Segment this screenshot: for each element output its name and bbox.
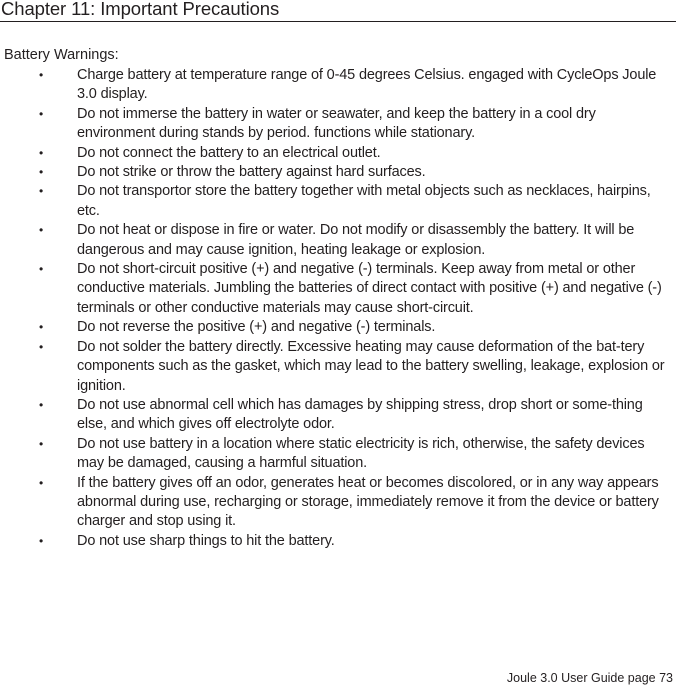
warning-text: Do not strike or throw the battery against hard surfaces. xyxy=(77,164,426,181)
bullet-icon: • xyxy=(39,165,44,180)
warning-item xyxy=(4,163,672,182)
warning-text: Do not solder the battery directly. Excessive heating may cause deformation of the bat-tery components such as the gasket, which may lead to the battery swelling, leakage, explosion or ignition. xyxy=(77,338,665,394)
warning-item xyxy=(4,532,672,551)
warning-text: Do not use sharp things to hit the battery. xyxy=(77,532,335,549)
bullet-icon: • xyxy=(39,223,44,238)
bullet-icon: • xyxy=(39,320,44,335)
bullet-icon: • xyxy=(39,184,44,199)
warning-item xyxy=(4,474,672,532)
warning-item xyxy=(4,435,672,474)
bullet-icon: • xyxy=(39,533,44,548)
warning-item xyxy=(4,144,672,163)
bullet-icon: • xyxy=(39,397,44,412)
warning-text: Do not short-circuit positive (+) and negative (-) terminals. Keep away from metal or other conductive materials. Jumbling the batteries of direct contact with positive (+) and negative (-) terminals or other conductive materials may cause short-circuit. xyxy=(77,261,662,316)
battery-warnings-section xyxy=(4,46,672,551)
bullet-icon: • xyxy=(39,145,44,160)
bullet-icon: • xyxy=(39,339,44,354)
warning-text: Charge battery at temperature range of 0-45 degrees Celsius. engaged with CycleOps Joule 3.0 display. xyxy=(77,67,657,103)
warning-item xyxy=(4,66,672,105)
bullet-icon: • xyxy=(39,106,44,121)
bullet-icon: • xyxy=(39,475,44,490)
warning-item xyxy=(4,318,672,337)
warning-text: If the battery gives off an odor, generates heat or becomes discolored, or in any way appears abnormal during use, recharging or storage, immediately remove it from the device or battery charger and stop using it. xyxy=(77,474,659,530)
warning-text: Do not reverse the positive (+) and negative (-) terminals. xyxy=(77,319,436,336)
warning-item xyxy=(4,338,672,396)
warning-item xyxy=(4,396,672,435)
warning-item xyxy=(4,221,672,260)
bullet-icon: • xyxy=(39,436,44,451)
warning-item xyxy=(4,260,672,318)
bullet-icon: • xyxy=(39,262,44,277)
warning-text: Do not immerse the battery in water or seawater, and keep the battery in a cool dry environment during stands by period. functions while stationary. xyxy=(77,105,596,142)
warning-item xyxy=(4,182,672,221)
warning-text: Do not use battery in a location where static electricity is rich, otherwise, the safety devices may be damaged, causing a harmful situation. xyxy=(77,435,645,472)
warnings-list xyxy=(4,66,672,551)
title-divider xyxy=(0,21,676,22)
warning-text: Do not heat or dispose in fire or water. Do not modify or disassembly the battery. It will be dangerous and may cause ignition, heating leakage or explosion. xyxy=(77,222,635,258)
chapter-title: Chapter 11: Important Precautions xyxy=(1,0,280,19)
bullet-icon: • xyxy=(39,68,44,82)
warning-item xyxy=(4,105,672,144)
section-heading: Battery Warnings: xyxy=(4,47,119,63)
page-footer: Joule 3.0 User Guide page 73 xyxy=(506,671,673,685)
warning-text: Do not connect the battery to an electrical outlet. xyxy=(77,144,381,161)
warning-text: Do not transportor store the battery together with metal objects such as necklaces, hairpins, etc. xyxy=(77,183,651,219)
warning-text: Do not use abnormal cell which has damages by shipping stress, drop short or some-thing else, and which gives off electrolyte odor. xyxy=(77,396,643,433)
